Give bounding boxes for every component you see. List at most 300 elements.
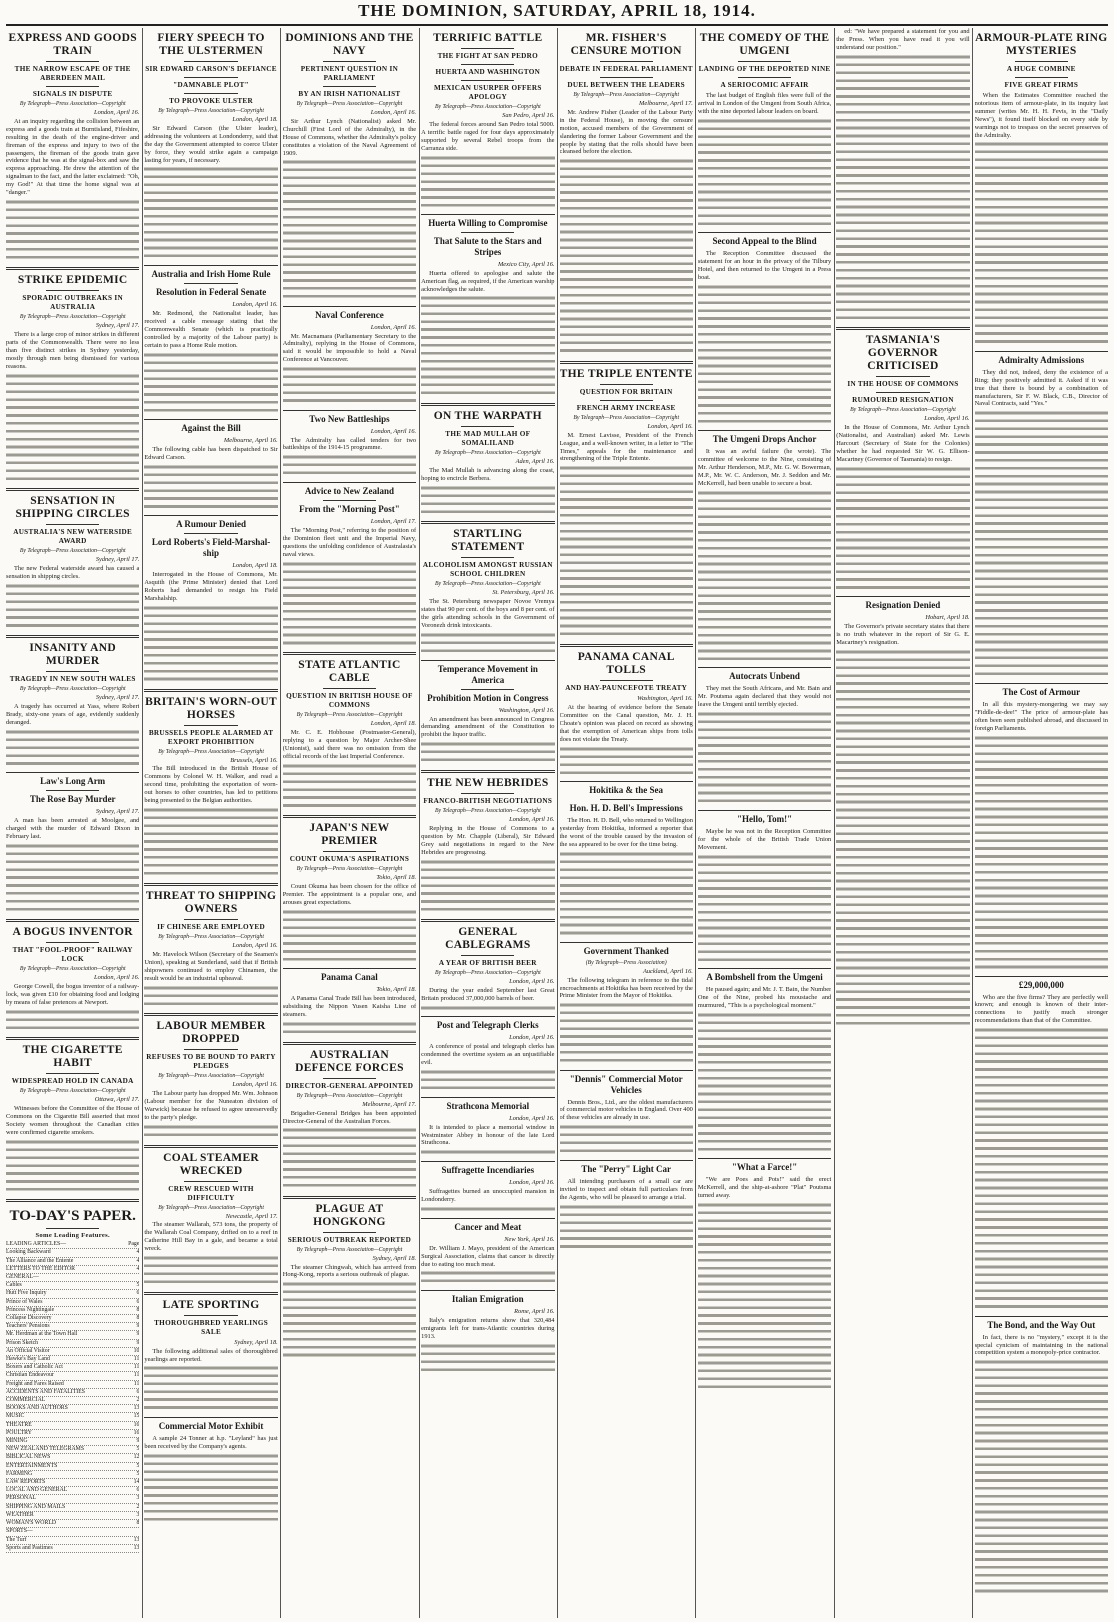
article-body-continuation	[975, 734, 1108, 971]
article-dateline: Hobart, April 18.	[925, 614, 970, 622]
article-dateline: Washington, April 16.	[637, 695, 693, 703]
article-divider	[283, 815, 416, 818]
article-dateline: Melbourne, April 16.	[223, 436, 278, 444]
toc-item-page: 9	[136, 1331, 140, 1338]
subhead-rule	[46, 524, 99, 525]
article-divider	[560, 942, 693, 943]
article-divider	[560, 644, 693, 647]
toc-row	[6, 1487, 139, 1495]
column-2	[144, 28, 277, 1618]
article-body-continuation	[6, 842, 139, 913]
article-subheading: Commercial Motor Exhibit	[158, 1420, 264, 1431]
article-body: During the year ended September last Great Britain produced 37,000,000 barrels of beer.	[421, 986, 555, 1002]
article-byline: By Telegraph—Press Association—Copyright	[434, 104, 541, 110]
toc-item-label: Sports and Pastimes	[6, 1544, 53, 1551]
article-body: The following cable has been dispatched to Sir Edward Carson.	[144, 445, 278, 461]
toc-row	[6, 1520, 139, 1528]
toc-item-label: LAW REPORTS	[6, 1479, 46, 1486]
article-divider	[283, 306, 416, 307]
article-dateline: Sydney, April 18.	[234, 1338, 278, 1346]
toc-item-label: WEATHER	[6, 1511, 34, 1518]
article	[560, 781, 693, 937]
article-subheading: From the "Morning Post"	[299, 504, 400, 515]
article-body: All intending purchasers of a small car are invited to inspect and obtain full particulars from the Agents, who will be pleased to arrange a trial.	[559, 1177, 693, 1201]
article-divider	[836, 327, 969, 330]
toc-row	[6, 1504, 139, 1512]
subhead-rule	[46, 290, 99, 291]
article-body-continuation	[975, 1358, 1108, 1595]
toc-item-label: Hutt Five Inquiry	[6, 1290, 47, 1297]
article-body-continuation	[421, 1004, 554, 1012]
article-subheading: THAT "FOOL-PROOF" RAILWAY LOCK	[12, 946, 133, 964]
article-headline: STATE ATLANTIC CABLE	[298, 659, 401, 685]
article	[421, 214, 554, 397]
toc-item-page: 3	[136, 1511, 140, 1518]
toc-row	[6, 1495, 139, 1503]
toc-item-page: 8	[136, 1520, 140, 1527]
article	[698, 968, 831, 1153]
article	[144, 265, 277, 414]
toc-row	[6, 1274, 139, 1282]
article-body: Maybe he was not in the Reception Committee for the whole of the British Trade Union Movement.	[697, 827, 832, 851]
toc-item-label: Collapse Discovery	[6, 1315, 52, 1322]
article-body: The Hon. H. D. Bell, who returned to Wellington yesterday from Hokitika, informed a reporter that the worst of the trouble caused by the invasion of the sea appeared to be over for the time being.	[559, 817, 693, 848]
toc-item-label: PERSONAL	[6, 1495, 36, 1502]
article-divider	[421, 1016, 554, 1017]
article-dateline: London, April 18.	[232, 561, 278, 569]
article-divider	[421, 770, 554, 773]
article-body-continuation	[421, 484, 554, 516]
article-divider	[6, 267, 139, 270]
article-body-continuation	[144, 1452, 277, 1523]
subhead-rule	[461, 426, 514, 427]
article-subheading: The "Perry" Light Car	[581, 1163, 672, 1174]
article-body: Count Okuma has been chosen for the office of Premier. The appointment is a popular one, and arouses great expectations.	[282, 883, 417, 907]
toc-item-page: 12	[133, 1454, 140, 1461]
toc-item-page: 5	[136, 1446, 140, 1453]
toc-row	[6, 1463, 139, 1471]
article-divider	[6, 488, 139, 491]
toc-item-label: LETTERS TO THE EDITOR	[6, 1265, 75, 1272]
column-5	[560, 28, 693, 1618]
article-subheading: Advice to New Zealand	[304, 486, 395, 497]
article-subheading: "What a Farce!"	[731, 1162, 798, 1173]
article-body: Sir Arthur Lynch (Nationalist) asked Mr. Churchill (First Lord of the Admiralty), in the House of Commons, whether the Admiralty's policy constitutes a violation of the Naval Agreement of 1909.	[282, 117, 417, 157]
article-body: It is intended to place a memorial window in Westminster Abbey in honour of the late Lord Strathcona.	[421, 1123, 555, 1147]
article-divider	[144, 1417, 277, 1418]
article-body: The following additional sales of thoroughbred yearlings are reported.	[144, 1347, 278, 1363]
article-dateline: Mexico City, April 16.	[497, 260, 555, 268]
subhead-rule	[461, 64, 514, 65]
toc-row	[6, 1537, 139, 1545]
article	[836, 327, 969, 591]
subhead-rule	[461, 80, 514, 81]
article	[698, 232, 831, 425]
article-headline: FIERY SPEECH TO THE ULSTERMEN	[157, 32, 265, 57]
article-subheading: Admiralty Admissions	[998, 354, 1085, 365]
article-body: Mr. Macnamara (Parliamentary Secretary to the Admiralty), replying in the House of Commons, said it would be impossible to hold a Naval Conference at Vancouver.	[282, 332, 417, 364]
article	[975, 976, 1108, 1311]
subhead-rule	[323, 500, 376, 501]
article-body-continuation	[144, 1364, 277, 1411]
article-subheading: RUMOURED RESIGNATION	[852, 396, 954, 405]
article-body-continuation	[421, 858, 554, 913]
article-body-continuation	[144, 351, 277, 414]
article-subheading: IN THE HOUSE OF COMMONS	[847, 380, 959, 389]
toc-row	[6, 1372, 139, 1380]
subhead-rule	[600, 77, 653, 78]
article-subheading: Against the Bill	[181, 422, 241, 433]
article-dateline: New York, April 16.	[504, 1235, 555, 1243]
article-body: Mr. Havelock Wilson (Secretary of the Seamen's Union), speaking at Sunderland, said that if British shipowners continued to employ Chinamen, the result would be an industrial upheaval.	[144, 950, 278, 982]
toc-item-label: POULTRY	[6, 1429, 32, 1436]
toc-title: TO-DAY'S PAPER.	[9, 1208, 136, 1225]
subhead-rule	[46, 790, 99, 791]
article-body-continuation	[560, 157, 693, 355]
article-divider	[283, 968, 416, 969]
column-rule	[280, 28, 281, 1618]
article-body: A conference of postal and telegraph clerks has condemned the overtime system as an unjustifiable evil.	[421, 1043, 555, 1067]
article-divider	[560, 1160, 693, 1161]
article	[144, 1013, 277, 1138]
article-subheading: Resignation Denied	[865, 600, 941, 611]
article	[283, 482, 416, 646]
subhead-rule	[738, 77, 791, 78]
article-byline: By Telegraph—Press Association—Copyright	[158, 108, 264, 114]
article-headline: PANAMA CANAL TOLLS	[577, 651, 675, 677]
article-body-continuation	[698, 489, 831, 663]
article-divider	[283, 482, 416, 483]
article-subheading: Temperance Movement in America	[437, 663, 538, 685]
subhead-rule	[184, 919, 237, 920]
article-subheading: FRANCO-BRITISH NEGOTIATIONS	[423, 796, 553, 805]
toc-row	[6, 1282, 139, 1290]
article-divider	[975, 976, 1108, 977]
toc-item-page: 3	[136, 1495, 140, 1502]
article-subheading: MEXICAN USURPER OFFERS APOLOGY	[433, 84, 542, 101]
article-byline: By Telegraph—Press Association—Copyright	[158, 1204, 264, 1211]
article-byline: By Telegraph—Press Association—Copyright	[19, 686, 126, 693]
article-divider	[698, 232, 831, 233]
article	[144, 1417, 277, 1523]
subhead-rule	[184, 1049, 237, 1050]
article-divider	[283, 1196, 416, 1199]
article-headline: INSANITY AND MURDER	[29, 642, 116, 668]
subhead-rule	[876, 392, 929, 393]
toc-item-label: GENERAL—	[6, 1274, 39, 1280]
article-subheading: SIR EDWARD CARSON'S DEFIANCE	[145, 65, 277, 73]
article-body-continuation	[698, 710, 831, 805]
article-divider	[144, 689, 277, 692]
article-body-continuation	[6, 372, 139, 483]
article-body: The "Morning Post," referring to the position of the Dominion fleet unit and the Imperial Navy, questions the unfolding confidence of Australasia's naval views.	[282, 526, 417, 558]
toc-item-page: 6	[136, 1298, 140, 1305]
article	[560, 361, 693, 638]
article-subheading: Resolution in Federal Senate	[155, 287, 267, 298]
article-subheading: FRENCH ARMY INCREASE	[576, 403, 676, 412]
article-subheading: DIRECTOR-GENERAL APPOINTED	[285, 1081, 414, 1090]
article-subheading: Italian Emigration	[451, 1294, 524, 1305]
article-headline: TERRIFIC BATTLE	[433, 32, 543, 44]
article-divider	[144, 515, 277, 516]
article	[975, 32, 1108, 346]
article-subheading: HUERTA AND WASHINGTON	[435, 68, 541, 76]
article-subheading: SIGNALS IN DISPUTE	[32, 90, 113, 98]
article	[560, 1070, 693, 1155]
article-subheading: LANDING OF THE DEPORTED NINE	[698, 65, 831, 73]
toc-row	[6, 1422, 139, 1430]
article-dateline: Ottawa, April 17.	[94, 1096, 140, 1104]
article	[421, 403, 554, 515]
column-rule	[142, 28, 143, 1618]
toc-item-label: Freight and Fares Raised	[6, 1380, 64, 1387]
column-rule	[972, 28, 973, 1618]
article-body: In all this mystery-mongering we may say "Fiddle-de-dee!" The price of armour-plate has often been seen published abroad, and discussed in foreign Parliaments.	[974, 700, 1108, 732]
subhead-rule	[184, 77, 237, 78]
article-byline: By Telegraph—Press Association—Copyright	[434, 581, 541, 588]
article-body: The St. Petersburg newspaper Novoe Vremya states that 90 per cent. of the boys and 8 per cent. of the girls attending schools in the Government of Voronezh drink intoxicants.	[421, 598, 555, 630]
article-body-continuation	[975, 409, 1108, 678]
article-dateline: London, April 16.	[509, 1179, 555, 1187]
toc-row	[6, 1413, 139, 1421]
article-subheading: TRAGEDY IN NEW SOUTH WALES	[9, 675, 136, 684]
subhead-rule	[1015, 61, 1068, 62]
article-subheading: SERIOUS OUTBREAK REPORTED	[287, 1235, 412, 1244]
article-subheading: Cancer and Meat	[454, 1221, 522, 1232]
article-dateline: Tokio, April 18.	[376, 874, 417, 882]
article-byline: By Telegraph—Press Association—Copyright	[296, 866, 403, 873]
article	[421, 660, 554, 764]
toc-row	[6, 1512, 139, 1520]
article-divider	[698, 430, 831, 431]
column-4	[421, 28, 554, 1618]
article-subheading: The Cost of Armour	[1002, 686, 1081, 697]
article-subheading: THE FIGHT AT SAN PEDRO	[437, 52, 539, 60]
toc-item-label: LOCAL AND GENERAL	[6, 1487, 68, 1494]
column-rule	[834, 28, 835, 1618]
toc-item-page: 4	[136, 1257, 140, 1264]
subhead-rule	[738, 61, 791, 62]
article-divider	[421, 660, 554, 661]
toc-row	[6, 1545, 139, 1553]
article	[421, 1016, 554, 1091]
article-body: The following telegram in reference to the tidal encroachments at Hokitika has been received by the Prime Minister from the Mayor of Hokitika.	[559, 976, 693, 1000]
article-headline: COAL STEAMER WRECKED	[163, 1151, 260, 1177]
article-body: The steamer Chingwah, which has arrived from Hong-Kong, reports a serious outbreak of plague.	[282, 1263, 417, 1279]
article-byline: By Telegraph—Press Association—Copyright	[434, 969, 541, 976]
toc-item-page: Page	[128, 1241, 140, 1248]
toc-row	[6, 1364, 139, 1372]
article-body: In fact, there is no "mystery," except it is the special cynicism of maintaining in the national competition system a monopoly-price contractor.	[974, 1333, 1108, 1357]
column-6	[698, 28, 831, 1618]
article-subheading: AND HAY-PAUNCEFOTE TREATY	[565, 684, 688, 693]
article-subheading: COUNT OKUMA'S ASPIRATIONS	[289, 855, 410, 864]
toc-row	[6, 1381, 139, 1389]
toc-item-page: 9	[136, 1438, 140, 1445]
article-subheading: CREW RESCUED WITH DIFFICULTY	[168, 1184, 254, 1202]
subhead-rule	[323, 851, 376, 852]
toc-item-label: Cables	[6, 1282, 22, 1289]
article	[560, 1160, 693, 1250]
article-body: Huerta offered to apologise and salute the American flag, as required, if the American warship acknowledges the salute.	[421, 269, 555, 293]
article	[560, 644, 693, 776]
article-divider	[283, 410, 416, 411]
article-body: Italy's emigration returns show that 320,484 emigrants left for trans-Atlantic countries during 1913.	[421, 1317, 555, 1340]
article-subheading: "Dennis" Commercial Motor Vehicles	[569, 1073, 683, 1095]
article-body-continuation	[144, 463, 277, 510]
subhead-rule	[600, 799, 653, 800]
toc-row	[6, 1340, 139, 1348]
article	[560, 942, 693, 1065]
masthead-rule	[6, 24, 1108, 26]
subhead-rule	[323, 86, 376, 87]
toc-row	[6, 1528, 139, 1536]
article-dateline: London, April 16.	[94, 974, 140, 982]
article-body-continuation	[836, 648, 969, 1027]
article	[421, 521, 554, 654]
article-body-continuation	[421, 1269, 554, 1285]
toc-row	[6, 1331, 139, 1339]
toc-item-page: 9	[136, 1323, 140, 1330]
article	[421, 32, 554, 209]
masthead: THE DOMINION, SATURDAY, APRIL 18, 1914.	[358, 1, 756, 20]
article-subheading: The Umgeni Drops Anchor	[712, 434, 817, 445]
article-divider	[421, 1218, 554, 1219]
article-byline: By Telegraph—Press Association—Copyright	[19, 314, 126, 321]
article-body: A man has been arrested at Moolgee, and charged with the murder of Edward Dixon in February last.	[6, 817, 140, 841]
article-subheading: BRUSSELS PEOPLE ALARMED AT EXPORT PROHIBITION	[148, 728, 274, 746]
article	[836, 28, 969, 321]
article-dateline: Rome, April 16.	[514, 1308, 555, 1316]
article-subheading: Panama Canal	[321, 972, 378, 983]
article-body: M. Ernest Lavisse, President of the French League, and a well-known writer, in a letter to "The Times," appeals for the maintenance and strengthening of the Triple Entente.	[559, 431, 693, 463]
article-headline: MR. FISHER'S CENSURE MOTION	[570, 32, 682, 57]
article-byline: By Telegraph—Press Association—Copyright	[573, 92, 680, 98]
subhead-rule	[46, 942, 99, 943]
article-body-continuation	[836, 465, 969, 591]
article-divider	[698, 667, 831, 668]
toc-row	[6, 1307, 139, 1315]
toc-item-label: LEADING ARTICLES—	[6, 1241, 67, 1248]
article-subheading: "DAMNABLE PLOT"	[173, 81, 249, 89]
toc-row	[6, 1446, 139, 1454]
toc-item-page: 9	[136, 1339, 140, 1346]
toc-item-label: Mr. Herdman at the Town Hall	[6, 1331, 78, 1338]
toc-item-label: WOMAN'S WORLD	[6, 1520, 57, 1527]
article-body: Witnesses before the Committee of the House of Commons on the Cigarette Bill asserted that most Society women throughout the Canadian cities were confirmed cigarette smokers.	[6, 1105, 140, 1137]
toc-row	[6, 1356, 139, 1364]
toc-item-label: The Alliance and the Entente	[6, 1257, 74, 1264]
article-subheading: THOROUGHBRED YEARLINGS SALE	[154, 1318, 269, 1336]
article-body-continuation	[283, 453, 416, 477]
article	[144, 1145, 277, 1286]
column-rule	[419, 28, 420, 1618]
subhead-rule	[46, 61, 99, 62]
article-subheading: IF CHINESE ARE EMPLOYED	[157, 923, 265, 932]
article	[283, 32, 416, 301]
article-subheading: DUEL BETWEEN THE LEADERS	[567, 81, 685, 89]
toc-item-page: 2	[136, 1503, 140, 1510]
article	[283, 968, 416, 1035]
article-body: An amendment has been announced in Congress demanding amendment of the Constitution to prohibit the liquor traffic.	[421, 715, 555, 739]
article-body-continuation	[421, 294, 554, 397]
article-headline: PLAGUE AT HONGKONG	[313, 1202, 386, 1228]
subhead-rule	[461, 48, 514, 49]
subhead-rule	[46, 1073, 99, 1074]
subhead-rule	[184, 283, 237, 284]
toc-item-page: 6	[136, 1487, 140, 1494]
toc-item-page: 5	[136, 1470, 140, 1477]
article-headline: LABOUR MEMBER DROPPED	[156, 1020, 266, 1046]
article-subheading: "Hello, Tom!"	[737, 813, 793, 824]
article	[6, 919, 139, 1031]
article-divider	[144, 1292, 277, 1295]
subhead-rule	[323, 1232, 376, 1233]
article-body: Dennis Bros., Ltd., are the oldest manufacturers of commercial motor vehicles in England. Over 400 of these vehicles are already in use.	[559, 1098, 693, 1122]
article-divider	[560, 781, 693, 782]
subhead-rule	[876, 376, 929, 377]
article-body-continuation	[283, 560, 416, 647]
article-dateline: London, April 16.	[94, 109, 140, 116]
article-headline: THE COMEDY OF THE UMGENI	[699, 32, 830, 57]
article-byline: By Telegraph—Press Association—Copyright	[158, 934, 264, 941]
article-body: The Bill introduced in the British House of Commons by Colonel W. H. Walker, and read a second time, prohibiting the exportation of worn-out horses to other countries, has led to petitions being presented to the Belgian authorities.	[144, 765, 278, 805]
article-body: "We are Poes and Pots!" said the erect McKerrell, and the ship-at-ashore "Plat" Poutsma turned away.	[697, 1176, 832, 1199]
article	[698, 32, 831, 227]
article-body: George Cowell, the bogus inventor of a railway-lock, was given £10 for obtaining food and lodging by means of false pretences at Newport.	[6, 983, 140, 1006]
article-divider	[421, 1161, 554, 1162]
article-body: Replying in the House of Commons to a question by Mr. Chapple (Liberal), Sir Edward Grey said negotiations in regard to the New Hebrides are progressing.	[421, 824, 555, 856]
article-divider	[144, 265, 277, 266]
toc-subheading: Some Leading Features.	[35, 1232, 110, 1240]
article-body-continuation	[6, 1008, 139, 1032]
article	[144, 515, 277, 683]
article-subheading: BY AN IRISH NATIONALIST	[298, 90, 401, 98]
toc-item-label: SHIPPING AND MAILS	[6, 1503, 66, 1510]
article-body-continuation	[975, 140, 1108, 345]
article-headline: GENERAL CABLEGRAMS	[445, 925, 531, 951]
article-body-continuation	[6, 198, 139, 261]
toc-item-label: Christian Endeavour	[6, 1372, 54, 1379]
toc-item-label: FARMING	[6, 1470, 33, 1477]
article-headline: DOMINIONS AND THE NAVY	[285, 32, 414, 57]
article-body-continuation	[6, 582, 139, 629]
article-divider	[6, 772, 139, 773]
article-headline: STRIKE EPIDEMIC	[17, 274, 128, 287]
toc-item-page: 6	[136, 1388, 140, 1395]
toc-item-page: 13	[133, 1405, 140, 1412]
subhead-rule	[461, 232, 514, 233]
article-subheading: Law's Long Arm	[40, 776, 106, 787]
article-subheading: Government Thanked	[583, 945, 669, 956]
article-subheading: Hokitika & the Sea	[589, 785, 664, 796]
article-body-continuation	[698, 283, 831, 425]
article-subheading: PERTINENT QUESTION IN PARLIAMENT	[300, 65, 399, 82]
toc-item-page: 11	[133, 1380, 140, 1387]
article-divider	[975, 1316, 1108, 1317]
article-dateline: Aden, April 16.	[515, 458, 555, 466]
article-body: Brigadier-General Bridges has been appointed Director-General of the Australian Forces.	[282, 1109, 417, 1125]
article-body: The Governor's private secretary states that there is no truth whatever in the report of Sir G. E. Macartney's resignation.	[836, 623, 970, 646]
article-body-continuation	[560, 1001, 693, 1064]
article-body: It was an awful failure (he wrote). The committee of welcome to the Nine, consisting of Mr. Arthur Henderson, M.P., Mr. G. W. Bowerman, M.P., Mr. W. C. Anderson, Mr. J. Seddon and Mr. McKerrell, had been unable to secure a boat.	[697, 448, 832, 487]
article	[6, 635, 139, 767]
article-subheading: Second Appeal to the Blind	[712, 236, 817, 247]
article-body-continuation	[698, 117, 831, 228]
toc-item-page: 8	[136, 1315, 140, 1322]
subhead-rule	[184, 1315, 237, 1316]
article-body-continuation	[421, 1068, 554, 1092]
